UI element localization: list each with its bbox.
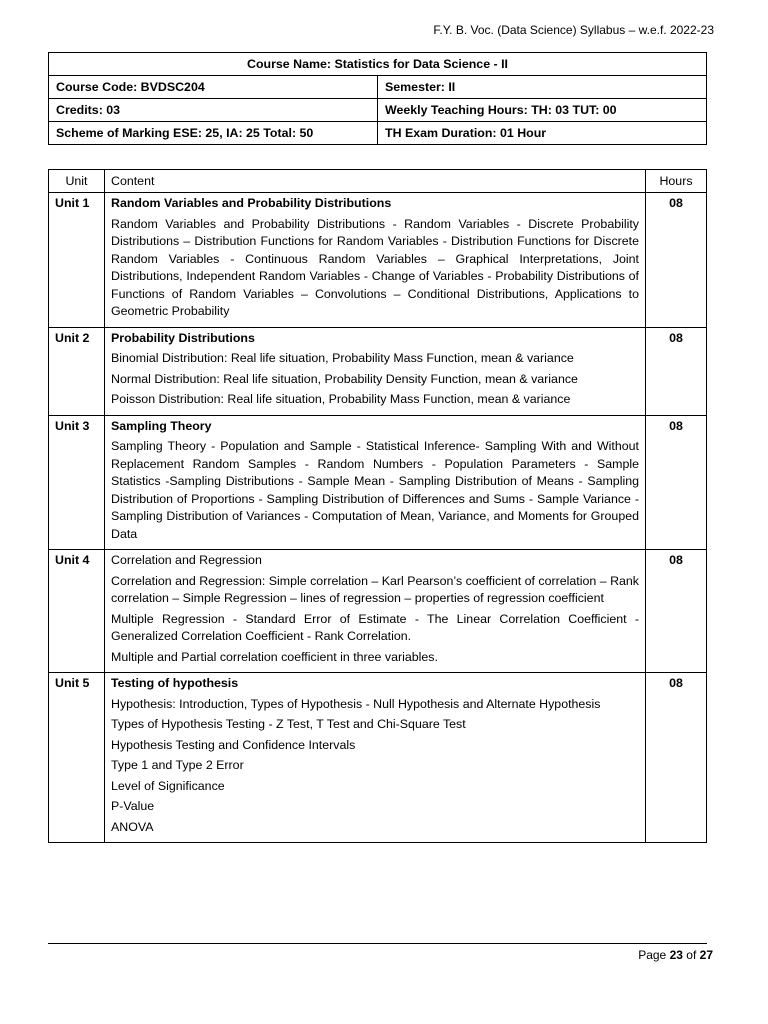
- course-info-table: [48, 52, 707, 145]
- unit-label: Unit 2: [49, 327, 105, 415]
- semester: Semester: II: [378, 76, 707, 99]
- page-of: of: [686, 948, 697, 962]
- unit-hours: 08: [646, 415, 707, 550]
- unit-content: [105, 327, 646, 415]
- running-header: F.Y. B. Voc. (Data Science) Syllabus – w.e.f. 2022-23: [433, 23, 714, 37]
- unit-title: Correlation and Regression: [111, 553, 262, 567]
- unit-paragraph: Hypothesis: Introduction, Types of Hypothesis - Null Hypothesis and Alternate Hypothesis: [111, 696, 601, 711]
- unit-paragraph: Multiple and Partial correlation coefficient in three variables.: [111, 649, 438, 664]
- course-code: Course Code: BVDSC204: [49, 76, 378, 99]
- unit-hours: 08: [646, 193, 707, 328]
- unit-paragraph: Poisson Distribution: Real life situation, Probability Mass Function, mean & variance: [111, 392, 571, 406]
- unit-hours: 08: [646, 327, 707, 415]
- exam-duration: TH Exam Duration: 01 Hour: [378, 122, 707, 145]
- hours-header: Hours: [646, 170, 707, 193]
- page-number: [638, 948, 713, 962]
- unit-content: [105, 673, 646, 843]
- course-name: Course Name: Statistics for Data Science - II: [49, 53, 707, 76]
- unit-title: Testing of hypothesis: [111, 676, 239, 690]
- content-header: Content: [105, 170, 646, 193]
- unit-label: Unit 5: [49, 673, 105, 843]
- unit-hours: 08: [646, 673, 707, 843]
- unit-paragraph: Sampling Theory - Population and Sample - Statistical Inference- Sampling With and Without Replacement Random Samples - Random Numbers - Population Parameters - Sample Statistics -Sampling Distributions - Sample Mean - Sampling Distribution of Means - Sampling Distribution of Proportions - Sampling Distribution of Differences and Sums - Sample Variance - Sampling Distribution of Variances - Computation of Mean, Variance, and Moments for Grouped Data: [111, 439, 639, 541]
- unit-paragraph: Binomial Distribution: Real life situation, Probability Mass Function, mean & variance: [111, 351, 574, 365]
- unit-paragraph: Multiple Regression - Standard Error of Estimate - The Linear Correlation Coefficient - Generalized Correlation Coefficient - Rank Correlation.: [111, 611, 639, 643]
- unit-content: [105, 193, 646, 328]
- unit-paragraph: P-Value: [111, 799, 155, 813]
- unit-paragraph: Correlation and Regression: Simple correlation – Karl Pearson’s coefficient of correlation – Rank correlation – Simple Regression – lines of regression – properties of regression coefficient: [111, 573, 639, 605]
- unit-label: Unit 4: [49, 550, 105, 673]
- unit-paragraph: Hypothesis Testing and Confidence Intervals: [111, 737, 356, 752]
- unit-title: Probability Distributions: [111, 330, 255, 345]
- unit-label: Unit 3: [49, 415, 105, 550]
- unit-paragraph: ANOVA: [111, 819, 154, 834]
- marking-scheme: Scheme of Marking ESE: 25, IA: 25 Total: 50: [49, 122, 378, 145]
- unit-label: Unit 1: [49, 193, 105, 328]
- table-header-row: [49, 170, 707, 193]
- table-row: [49, 193, 707, 328]
- unit-content: [105, 550, 646, 673]
- unit-paragraph: Types of Hypothesis Testing - Z Test, T Test and Chi-Square Test: [111, 717, 466, 731]
- current-page: 23: [669, 948, 683, 962]
- weekly-hours: Weekly Teaching Hours: TH: 03 TUT: 00: [378, 99, 707, 122]
- unit-title: Sampling Theory: [111, 418, 212, 433]
- unit-content: [105, 415, 646, 550]
- table-row: [49, 415, 707, 550]
- syllabus-table: [48, 169, 707, 843]
- table-row: [49, 327, 707, 415]
- unit-paragraph: Normal Distribution: Real life situation, Probability Density Function, mean & variance: [111, 371, 578, 386]
- unit-paragraph: Random Variables and Probability Distributions - Random Variables - Discrete Probability Distributions – Distribution Functions for Random Variables - Distribution Functions for Discrete Random Variables - Continuous Random Variables – Graphical Interpretations, Joint Distributions, Independent Random Variables - Change of Variables - Probability Distributions of Functions of Random Variables – Convolutions – Conditional Distributions, Applications to Geometric Probability: [111, 216, 639, 318]
- table-row: [49, 673, 707, 843]
- unit-title: Random Variables and Probability Distributions: [111, 196, 392, 210]
- unit-header: Unit: [49, 170, 105, 193]
- unit-paragraph: Level of Significance: [111, 778, 225, 793]
- total-pages: 27: [699, 948, 713, 962]
- unit-paragraph: Type 1 and Type 2 Error: [111, 758, 244, 772]
- page-prefix: Page: [638, 948, 667, 962]
- footer-divider: [48, 943, 707, 944]
- unit-hours: 08: [646, 550, 707, 673]
- credits: Credits: 03: [49, 99, 378, 122]
- table-row: [49, 550, 707, 673]
